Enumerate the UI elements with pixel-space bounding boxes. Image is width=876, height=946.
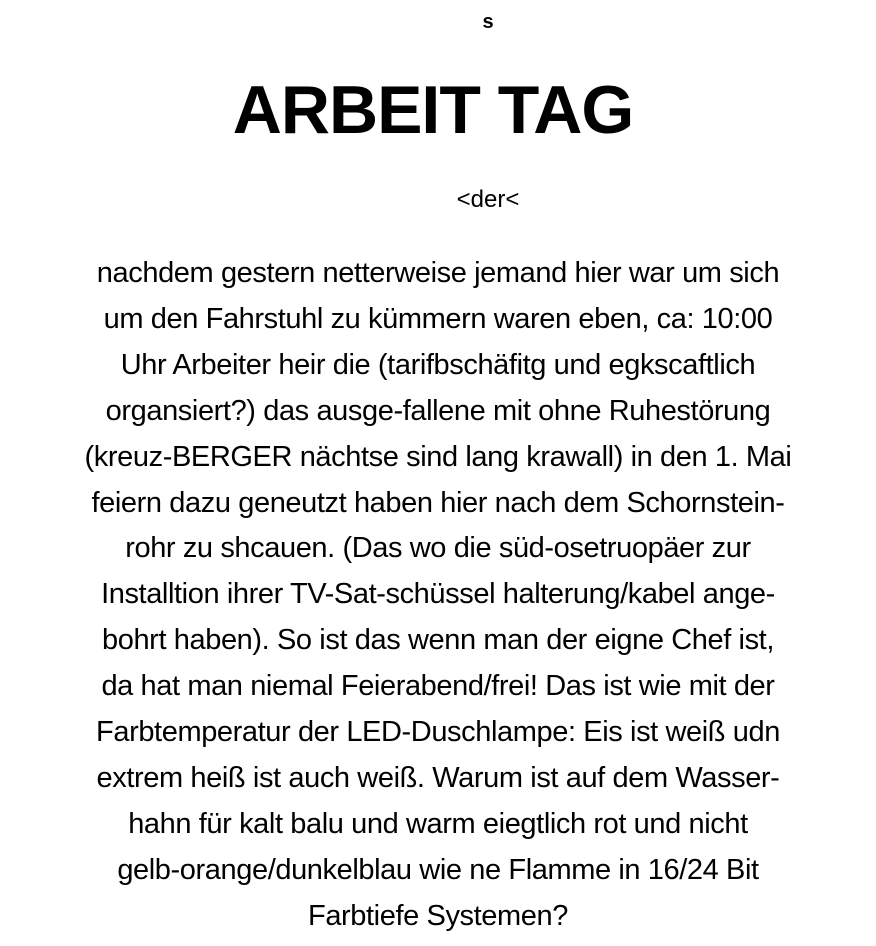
- body-line: nachdem gestern netterweise jemand hier war um sich: [96, 257, 780, 289]
- body-line: gelb-orange/dunkelblau wie ne Flamme in 16/24 Bit: [117, 853, 759, 886]
- top-mark: s: [482, 11, 494, 33]
- subtitle: <der<: [456, 186, 520, 213]
- body-line: extrem heiß ist auch weiß. Warum ist auf dem Wasser-: [96, 761, 780, 794]
- body-line: da hat man niemal Feierabend/frei! Das ist wie mit der: [101, 670, 775, 703]
- body-line: Farbtemperatur der LED-Duschlampe: Eis ist weiß udn: [96, 716, 780, 749]
- page-title: ARBEIT TAG: [232, 72, 634, 148]
- body-line: bohrt haben). So ist das wenn man der eigne Chef ist,: [102, 624, 774, 657]
- body-line: (kreuz-BERGER nächtse sind lang krawall) in den 1. Mai: [84, 440, 792, 473]
- body-line: rohr zu shcauen. (Das wo die süd-osetruopäer zur: [125, 532, 751, 565]
- body-line: feiern dazu geneutzt haben hier nach dem Schornstein-: [91, 486, 785, 519]
- body-line: organsiert?) das ausge-fallene mit ohne Ruhestörung: [105, 394, 771, 427]
- body-line: Farbtiefe Systemen?: [308, 899, 568, 932]
- body-line: Uhr Arbeiter heir die (tarifbschäfitg und egkscaftlich: [120, 348, 756, 381]
- body-line: Installtion ihrer TV-Sat-schüssel halterung/kabel ange-: [101, 578, 775, 611]
- body-line: hahn für kalt balu und warm eiegtlich rot und nicht: [128, 807, 748, 840]
- body-line: um den Fahrstuhl zu kümmern waren eben, ca: 10:00: [103, 302, 773, 335]
- body-paragraph: [2, 251, 874, 940]
